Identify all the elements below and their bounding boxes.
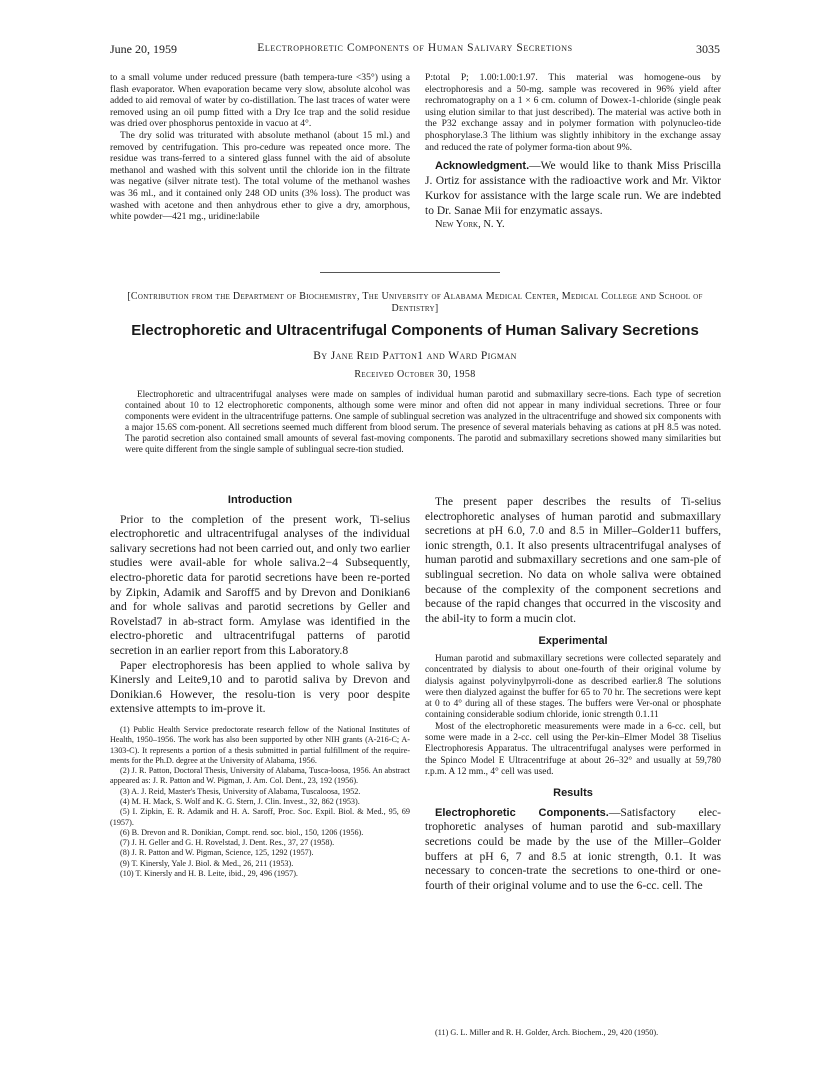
acknowledgment-text: —We would like to thank Miss Priscilla J. Ortiz for assistance with the radioactive work and Mr. Viktor Kurkov for assistance with the large scale run. We are indebted to Dr. Sanae Mii for enzymatic assays. bbox=[425, 160, 721, 217]
article-left-column bbox=[110, 495, 410, 879]
location: New York, N. Y. bbox=[435, 219, 505, 231]
header-date: June 20, 1959 bbox=[110, 42, 177, 56]
paragraph: The present paper describes the results of Ti-selius electrophoretic analyses of human parotid and submaxillary secretions at pH 6.0, 7.0 and 8.5 in Miller–Golder11 buffers, ionic strength, 0.1. It also presents ultracentrifugal analyses of human parotid and submaxillary secretions and one sam-ple of sublingual secretion. No data on whole saliva were obtained because of the complexity of the component secretions and because of the rapid changes that occurred in the viscosity and the abil-ity to form a mucin clot. bbox=[425, 495, 721, 625]
footnote-11: (11) G. L. Miller and R. H. Golder, Arch. Biochem., 29, 420 (1950). bbox=[435, 1028, 659, 1037]
article-authors: By Jane Reid Patton1 and Ward Pigman bbox=[313, 350, 517, 362]
acknowledgment-label: Acknowledgment. bbox=[435, 160, 530, 173]
introduction-heading: Introduction bbox=[227, 494, 293, 506]
results-subheading: Electrophoretic Components. bbox=[435, 806, 609, 819]
footnotes bbox=[110, 725, 410, 879]
header-page-number: 3035 bbox=[696, 42, 720, 56]
contribution-line: [Contribution from the Department of Biochemistry, The University of Alabama Medical Center, Medical College and School of Dentistry] bbox=[127, 291, 703, 314]
footnote: (8) J. R. Patton and W. Pigman, Science, 125, 1292 (1957). bbox=[120, 848, 314, 858]
paragraph: P:total P; 1.00:1.00:1.97. This material was homogene-ous by electrophoresis and a 50-mg. sample was recovered in 96% yield after rechromatography on a 1 × 6 cm. column of Dowex-1-chloride (single peak using elution similar to that just described). The material was active both in the P32 exchange assay and in polymer formation with polynucleo-tide phosphorylase.3 The lithium was slightly inhibitory in the exchange assay and reduced the rate of polymer forma-tion about 9%. bbox=[425, 72, 721, 153]
footnote: (3) A. J. Reid, Master's Thesis, University of Alabama, Tuscaloosa, 1952. bbox=[120, 786, 361, 796]
previous-article-right-column bbox=[425, 72, 721, 231]
footnote: (4) M. H. Mack, S. Wolf and K. G. Stern, J. Clin. Invest., 32, 862 (1953). bbox=[120, 796, 360, 806]
footnote: (9) T. Kinersly, Yale J. Biol. & Med., 26, 211 (1953). bbox=[120, 858, 294, 868]
running-header bbox=[110, 42, 720, 58]
footnote: (2) J. R. Patton, Doctoral Thesis, University of Alabama, Tusca-loosa, 1956. An abstract appeared as: J. R. Patton and W. Pigman, J. Am. Col. Dent., 23, 192 (1956). bbox=[110, 766, 410, 786]
footnote: (1) Public Health Service predoctorate research fellow of the National Institutes of Health, 1950–1956. The work has also been supported by other NIH grants (A-216-C; A-1303-C). It represents a portion of a thesis submitted in partial fulfillment of the require-ments for the Ph.D. degree at the University of Alabama, 1956. bbox=[110, 724, 410, 765]
header-running-title: Electrophoretic Components of Human Salivary Secretions bbox=[257, 42, 573, 54]
article-title: Electrophoretic and Ultracentrifugal Components of Human Salivary Secretions bbox=[131, 322, 699, 339]
abstract bbox=[125, 389, 721, 454]
results-body bbox=[425, 806, 721, 894]
paragraph: Paper electrophoresis has been applied to whole saliva by Kinersly and Leite9,10 and to parotid saliva by Drevon and Donikian.6 However, the resolu-tion is very poor despite extensive attempts to im-prove it. bbox=[110, 658, 410, 716]
footnote: (6) B. Drevon and R. Donikian, Compt. rend. soc. biol., 150, 1206 (1956). bbox=[120, 827, 364, 837]
results-heading: Results bbox=[553, 787, 593, 800]
footnote: (5) I. Zipkin, E. R. Adamik and H. A. Saroff, Proc. Soc. Expil. Biol. & Med., 95, 69 (1957). bbox=[110, 807, 410, 827]
introduction-body bbox=[110, 513, 410, 717]
acknowledgment bbox=[425, 159, 721, 218]
paragraph: to a small volume under reduced pressure (bath tempera-ture <35°) using a flash evaporator. When evaporation became very slow, absolute alcohol was added to aid removal of water by co-distillation. The last traces of water were removed using an oil pump fitted with a Dry Ice trap and the solid residue was dried over phosphorus pentoxide in vacuo at 4°. bbox=[110, 72, 410, 130]
introduction-continued bbox=[425, 495, 721, 626]
footnote: (7) J. H. Geller and G. H. Rovelstad, J. Dent. Res., 37, 27 (1958). bbox=[120, 838, 335, 848]
article-right-column bbox=[425, 495, 721, 893]
received-date: Received October 30, 1958 bbox=[354, 369, 476, 380]
experimental-heading: Experimental bbox=[538, 635, 608, 648]
results-text: —Satisfactory elec-trophoretic analyses of human parotid and sub-maxillary secretions could be made by the use of the Miller–Golder buffers at pH 6, 7 and 8.5 at ionic strength, 0.1. It was necessary to concen-trate the secretions to one-third or one-fourth of their original volume and to use the 6-cc. cell. The bbox=[425, 805, 721, 892]
experimental-body bbox=[425, 654, 721, 778]
paragraph bbox=[425, 806, 721, 894]
paragraph: Prior to the completion of the present work, Ti-selius electrophoretic and ultracentrifugal analyses of the individual salivary secretions had not been carried out, and only two earlier studies were avail-able for whole saliva.2−4 Subsequently, electro-phoretic data for parotid secretions have been re-ported by Zipkin, Adamik and Saroff5 and by Drevon and Donikian6 and for whole salivas and parotid secretions by Geller and Rovelstad7 in ab-stract form. Amylase was identified in the electro-phoretic and ultracentrifugal patterns of parotid secretion in an earlier report from this Laboratory.8 bbox=[110, 512, 410, 657]
previous-article-left-column bbox=[110, 72, 410, 223]
abstract-text: Electrophoretic and ultracentrifugal analyses were made on samples of individual human parotid and submaxillary secre-tions. Each type of secretion contained about 10 to 12 electrophoretic components, although some were minor and often did not appear in many individual secretions. Three or four components were evident in the ultracentrifuge patterns. One sample of sublingual secretion was analyzed in the ultracentrifuge and showed six components with a major 15.6S com-ponent. All secretions seemed much different from blood serum. The presence of several materials behaving as cations at pH 8.5 was noted. The parotid secretion also contained small amounts of several fast-moving components. The parotid and submaxillary secretions showed many similarities but were quite different from the single sample of sublingual secre-tion studied. bbox=[125, 389, 721, 454]
separator-rule bbox=[320, 272, 500, 273]
footnote: (10) T. Kinersly and H. B. Leite, ibid., 29, 496 (1957). bbox=[120, 869, 298, 879]
paragraph: The dry solid was triturated with absolute methanol (about 15 ml.) and removed by centrifugation. This pro-cedure was repeated once more. The residue was trans-ferred to a sintered glass funnel with the aid of absolute methanol and washed with this solvent until the chloride ion in the filtrate was negative (silver nitrate test). The total volume of the methanol washes was 36 ml., and it contained only 248 OD units (3% loss). The product was washed with acetone and then anhydrous ether to give a dry, amorphous, white powder—421 mg., uridine:labile bbox=[110, 129, 410, 223]
paragraph: Human parotid and submaxillary secretions were collected separately and concentrated by dialysis to about one-fourth of their original volume by dialysis against polyvinylpyrroli-done as described earlier.8 The solutions were then dialyzed against the buffer for 65 to 70 hr. The secretions were kept at 0 to 4° during all of these stages. The buffers were Ver-onal or phosphate containing considerable sodium chloride, ionic strength 0.1.11 bbox=[425, 653, 721, 721]
paragraph: Most of the electrophoretic measurements were made in a 6-cc. cell, but some were made in a 2-cc. cell using the Per-kin–Elmer Model 38 Tiselius Electrophoresis Apparatus. The ultracentrifugal analyses were performed in the Spinco Model E Ultracentrifuge at about 26–32° and usually at 59,780 r.p.m. A 12 mm., 4° cell was used. bbox=[425, 721, 721, 777]
